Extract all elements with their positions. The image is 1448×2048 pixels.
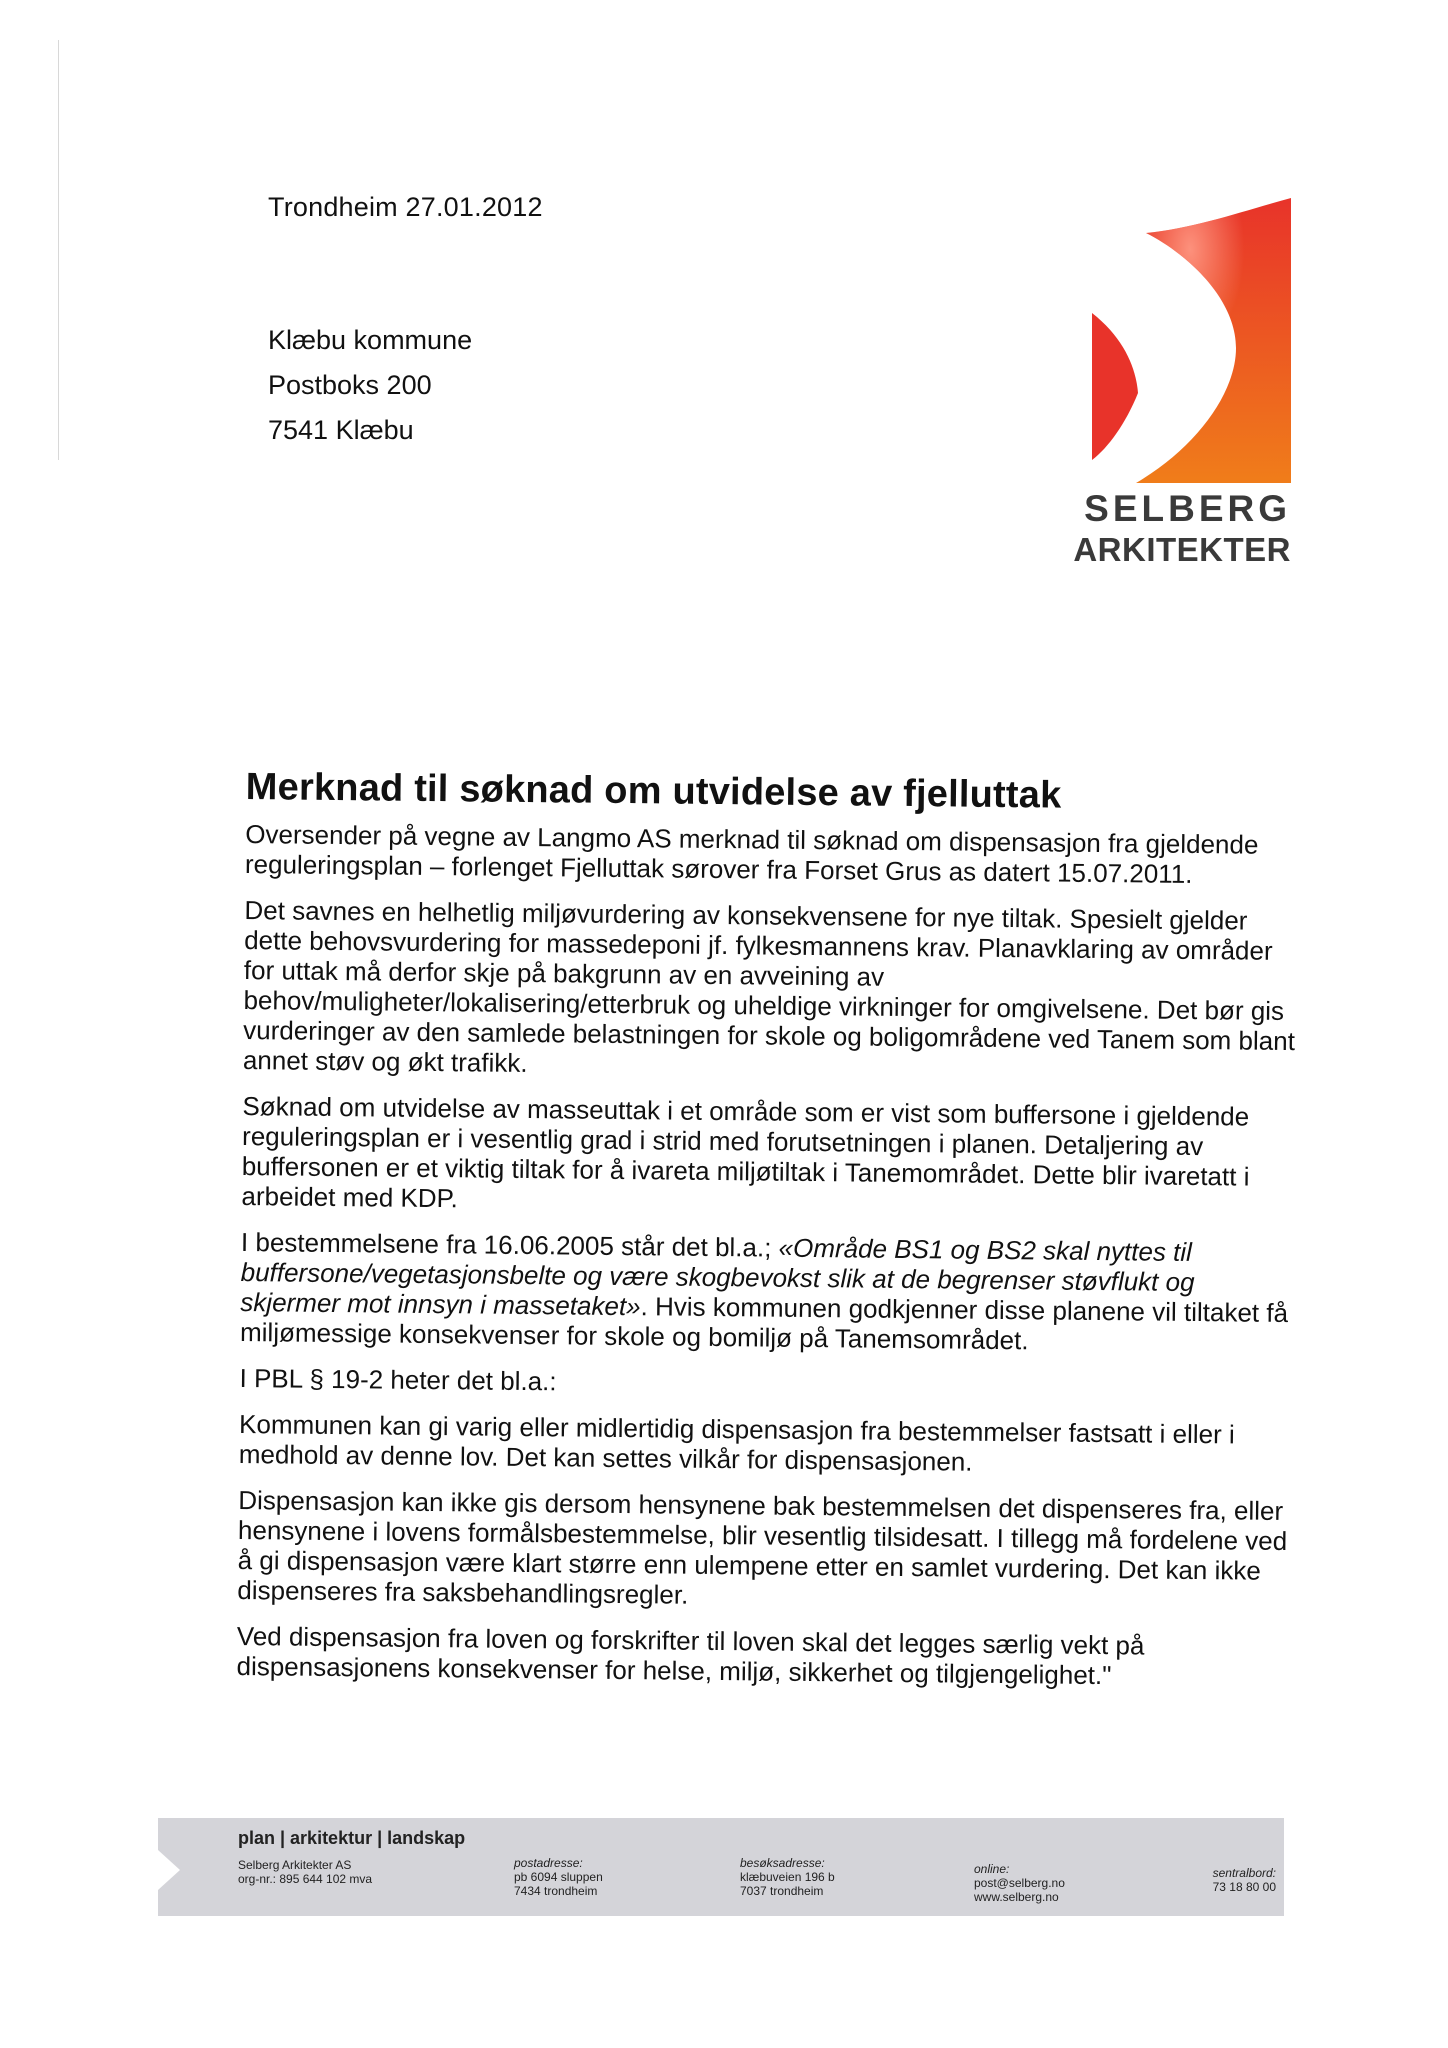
paragraph — [245, 819, 1302, 890]
paragraph — [240, 1227, 1297, 1358]
scan-edge-line — [58, 40, 59, 460]
online-label: online: — [974, 1862, 1010, 1876]
quote-intro: I bestemmelsene fra 16.06.2005 står det bl.a.; — [240, 1227, 779, 1263]
phone-label: sentralbord: — [1212, 1866, 1276, 1880]
logo-wordmark — [1073, 488, 1291, 570]
quoted-regulation: «Område BS1 og BS2 skal nyttes til buffersone/vegetasjonsbelte og være skogbevokst slik at de begrenser støvflukt og skjermer mot innsyn i massetaket» — [240, 1232, 1195, 1322]
paragraph — [239, 1363, 1295, 1404]
footer-online — [974, 1862, 1065, 1904]
paragraph — [237, 1485, 1294, 1616]
footer-website[interactable]: www.selberg.no — [974, 1890, 1059, 1904]
footer-phone — [1204, 1866, 1276, 1894]
postal-line: 7434 trondheim — [514, 1884, 598, 1898]
phone-number: 73 18 80 00 — [1212, 1880, 1276, 1894]
letter-body — [232, 766, 1302, 1708]
footer-arrow-icon — [158, 1850, 180, 1890]
footer-company — [238, 1858, 372, 1886]
paragraph — [243, 895, 1301, 1086]
recipient-address — [268, 318, 472, 453]
footer-tagline: plan | arkitektur | landskap — [238, 1828, 466, 1848]
postal-label: postadresse: — [514, 1856, 583, 1870]
visit-line: klæbuveien 196 b — [740, 1870, 835, 1884]
logo-name-selberg: SELBERG — [1084, 488, 1291, 529]
paragraph — [241, 1091, 1298, 1222]
selberg-s-mark-icon — [1086, 198, 1291, 483]
letter-title: Merknad til søknad om utvidelse av fjelluttak — [245, 766, 1062, 817]
paragraph-text: Dispensasjon kan ikke gis dersom hensynene bak bestemmelsen det dispenseres fra, eller hensynene i lovens formålsbestemmelse, blir vesentlig tilsidesatt. I tillegg må fordelene ved å gi dispensasjon være klart større enn ulempene etter en samlet vurdering. Det kan ikke dispenseres fra saksbehandlingsregler. — [237, 1485, 1288, 1610]
recipient-line: Klæbu kommune — [268, 325, 473, 355]
paragraph-text — [240, 1227, 1297, 1358]
visit-label: besøksadresse: — [740, 1856, 825, 1870]
letterhead-footer — [158, 1818, 1284, 1916]
recipient-line: Postboks 200 — [268, 370, 432, 400]
postal-line: pb 6094 sluppen — [514, 1870, 603, 1884]
footer-email[interactable]: post@selberg.no — [974, 1876, 1065, 1890]
footer-postal-address — [514, 1856, 603, 1898]
quote-followup: . Hvis kommunen godkjenner disse planene vil tiltaket få miljømessige konsekvenser for skole og bomiljø på Tanemsområdet. — [239, 1291, 1289, 1356]
paragraph — [239, 1409, 1296, 1480]
paragraph-text: Ved dispensasjon fra loven og forskrifter til loven skal det legges særlig vekt på dispensasjonens konsekvenser for helse, miljø, sikkerhet og tilgjengelighet." — [236, 1620, 1145, 1691]
company-org-number: org-nr.: 895 644 102 mva — [238, 1872, 373, 1886]
paragraph — [236, 1621, 1293, 1692]
letter-date: Trondheim 27.01.2012 — [268, 192, 543, 222]
logo-name-arkitekter: ARKITEKTER — [1073, 531, 1291, 568]
visit-line: 7037 trondheim — [740, 1884, 824, 1898]
paragraph-text: Søknad om utvidelse av masseuttak i et område som er vist som buffersone i gjeldende reguleringsplan er i vesentlig grad i strid med forutsetningen i planen. Detaljering av buffersonen er et viktig tiltak for å ivareta miljøtiltak i Tanemområdet. Dette blir ivaretatt i arbeidet med KDP. — [241, 1091, 1250, 1214]
paragraph-text: Det savnes en helhetlig miljøvurdering av konsekvensene for nye tiltak. Spesielt gjelder dette behovsvurdering for massedeponi jf. fylkesmannens krav. Planavklaring av områder for uttak må derfor skje på bakgrunn av en avveining av behov/muligheter/lokalisering/etterbruk og uheldige virkninger for omgivelsene. Det bør gis vurderinger av den samlede belastningen for skole og boligområdene ved Tanem som blant annet støv og økt trafikk. — [242, 895, 1296, 1079]
selberg-logo — [1073, 198, 1291, 583]
footer-visit-address — [740, 1856, 835, 1898]
recipient-line: 7541 Klæbu — [268, 415, 414, 445]
paragraph-text: Oversender på vegne av Langmo AS merknad til søknad om dispensasjon fra gjeldende reguleringsplan – forlenget Fjelluttak sørover fra Forset Grus as datert 15.07.2011. — [244, 819, 1259, 889]
company-name: Selberg Arkitekter AS — [238, 1858, 352, 1872]
paragraph-text: I PBL § 19-2 heter det bl.a.: — [239, 1363, 557, 1397]
paragraph-text: Kommunen kan gi varig eller midlertidig dispensasjon fra bestemmelser fastsatt i eller i medhold av denne lov. Det kan settes vilkår for dispensasjonen. — [238, 1409, 1235, 1477]
